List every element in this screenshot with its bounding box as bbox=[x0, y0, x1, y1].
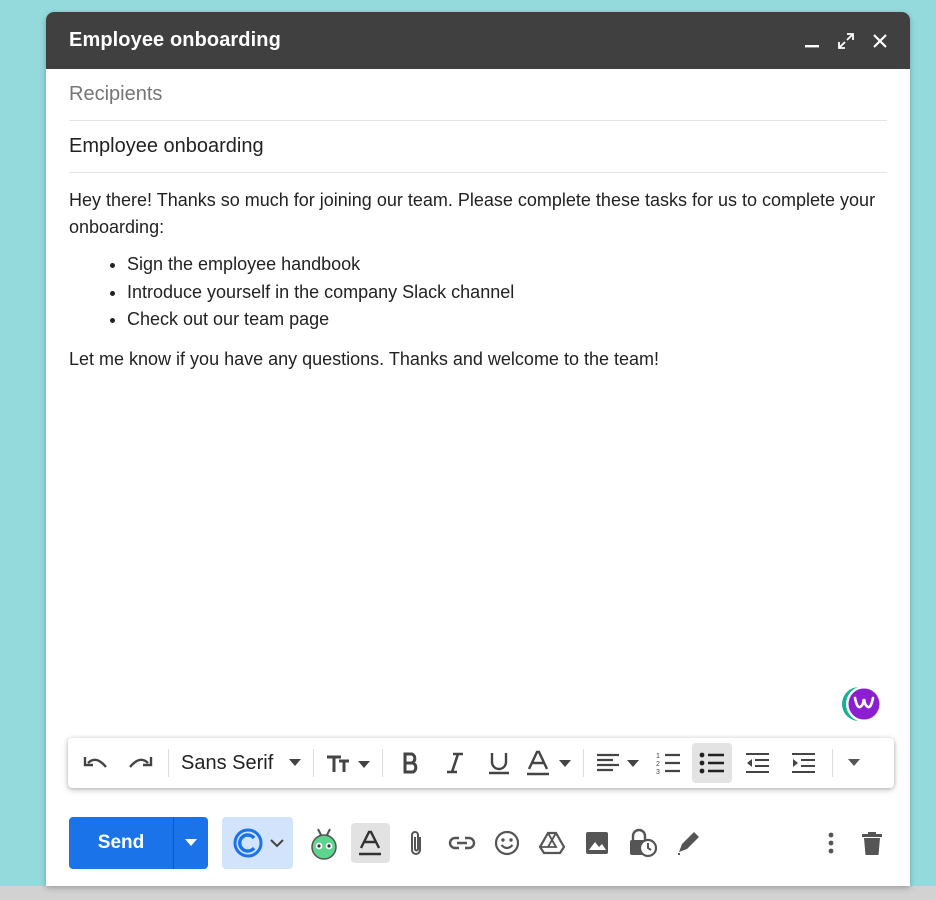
compose-title: Employee onboarding bbox=[69, 29, 281, 51]
toolbar-divider bbox=[832, 749, 833, 777]
chevron-down-icon bbox=[289, 759, 301, 767]
list-item: • Check out our team page bbox=[127, 306, 887, 334]
link-icon[interactable] bbox=[445, 823, 478, 863]
signature-icon[interactable] bbox=[671, 823, 704, 863]
confidential-icon[interactable] bbox=[626, 823, 659, 863]
text-color-icon[interactable] bbox=[521, 743, 577, 783]
close-icon[interactable] bbox=[870, 31, 890, 51]
body-intro: Hey there! Thanks so much for joining our team. Please complete these tasks for us to complete your onboarding: bbox=[69, 190, 876, 237]
toolbar-divider bbox=[313, 749, 314, 777]
chevron-down-icon bbox=[185, 839, 197, 847]
emoji-icon[interactable] bbox=[490, 823, 523, 863]
recipients-placeholder: Recipients bbox=[69, 83, 163, 105]
underline-icon[interactable] bbox=[477, 743, 521, 783]
text-size-icon[interactable] bbox=[320, 743, 376, 783]
indent-more-icon[interactable] bbox=[780, 743, 826, 783]
svg-text:2: 2 bbox=[656, 761, 661, 768]
expand-icon[interactable] bbox=[836, 31, 856, 51]
bot-extension-icon[interactable] bbox=[307, 823, 340, 863]
align-icon[interactable] bbox=[590, 743, 646, 783]
chevron-down-icon bbox=[270, 839, 284, 848]
indent-less-icon[interactable] bbox=[734, 743, 780, 783]
taskbar-strip bbox=[0, 886, 936, 900]
toolbar-divider bbox=[382, 749, 383, 777]
send-group bbox=[69, 817, 208, 869]
svg-text:1: 1 bbox=[656, 753, 661, 760]
formatting-toolbar bbox=[68, 738, 894, 788]
formatting-options-icon[interactable] bbox=[351, 823, 390, 863]
list-item: • Introduce yourself in the company Slack channel bbox=[127, 279, 887, 307]
drive-icon[interactable] bbox=[535, 823, 568, 863]
bold-icon[interactable] bbox=[389, 743, 433, 783]
discard-icon[interactable] bbox=[856, 823, 889, 863]
more-formatting-icon[interactable] bbox=[839, 743, 869, 783]
redo-icon[interactable] bbox=[118, 743, 162, 783]
compose-titlebar[interactable] bbox=[46, 12, 910, 69]
writing-assistant-icon[interactable] bbox=[838, 684, 884, 724]
recipients-field[interactable] bbox=[69, 69, 887, 121]
compose-actions bbox=[69, 817, 889, 869]
svg-text:3: 3 bbox=[656, 769, 661, 775]
attach-icon[interactable] bbox=[400, 823, 433, 863]
minimize-icon[interactable] bbox=[802, 31, 822, 51]
photo-icon[interactable] bbox=[581, 823, 614, 863]
calendly-icon[interactable] bbox=[222, 817, 293, 869]
subject-field[interactable] bbox=[69, 121, 887, 173]
toolbar-divider bbox=[168, 749, 169, 777]
more-options-icon[interactable] bbox=[816, 823, 845, 863]
undo-icon[interactable] bbox=[74, 743, 118, 783]
list-item: • Sign the employee handbook bbox=[127, 251, 887, 279]
message-body[interactable] bbox=[46, 173, 910, 373]
italic-icon[interactable] bbox=[433, 743, 477, 783]
bulleted-list-icon[interactable] bbox=[692, 743, 732, 783]
body-closing: Let me know if you have any questions. Thanks and welcome to the team! bbox=[69, 348, 660, 369]
numbered-list-icon[interactable] bbox=[646, 743, 690, 783]
send-button[interactable]: Send bbox=[69, 817, 173, 869]
task-list bbox=[69, 251, 887, 334]
font-select-label: Sans Serif bbox=[181, 751, 274, 774]
subject-text: Employee onboarding bbox=[69, 135, 264, 157]
toolbar-divider bbox=[583, 749, 584, 777]
font-select[interactable] bbox=[175, 743, 307, 783]
send-options-button[interactable] bbox=[173, 817, 208, 869]
compose-window bbox=[46, 12, 910, 886]
